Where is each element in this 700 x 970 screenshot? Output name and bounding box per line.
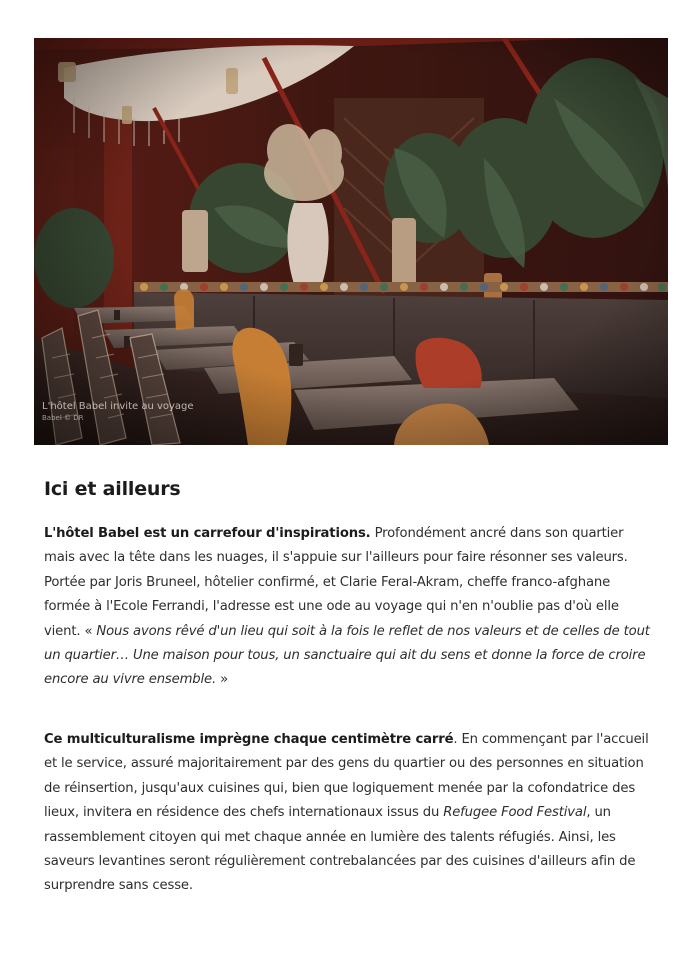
paragraph-1-lead: L'hôtel Babel est un carrefour d'inspirations. — [44, 526, 371, 541]
caption-credit: Babel © DR — [42, 413, 84, 422]
restaurant-illustration — [34, 38, 668, 445]
paragraph-1-body: Profondément ancré dans son quartier mais avec la tête dans les nuages, il s'appuie sur l'ailleurs pour faire résonner ses valeurs. Portée par Joris Bruneel, hôtelier confirmé, et Clarie Feral-Akram, cheffe franco-afghane formée à l'Ecole Ferrandi, l'adresse est une ode au voyage qui n'en n'oublie pas d'où elle vient. « — [44, 526, 628, 639]
festival-name: Refugee Food Festival — [443, 805, 587, 821]
paragraph-2-lead: Ce multiculturalisme imprègne chaque centimètre carré — [44, 732, 454, 747]
paragraph-2-body-1: . En commençant par l'accueil et le service, assuré majoritairement par des gens du quartier ou des personnes en situation de réinsertion, jusqu'aux cuisines qui, bien que logiquement menée par la cofondatrice des lieux, invitera en résidence des chefs internationaux issus du — [44, 732, 649, 821]
paragraph-2-body-2: , un rassemblement citoyen qui met chaque année en lumière des talents réfugiés. Ainsi, les saveurs levantines seront régulièrement contrebalancées par des cuisines d'ailleurs afin de surprendre sans cesse. — [44, 805, 636, 894]
paragraph-1 — [44, 522, 658, 693]
paragraph-1-quote-end: » — [216, 672, 229, 688]
hero-photo — [34, 38, 668, 445]
photo-caption — [42, 401, 194, 422]
caption-title: L'hôtel Babel invite au voyage — [42, 401, 194, 412]
paragraph-2 — [44, 728, 658, 899]
section-heading: Ici et ailleurs — [44, 478, 181, 500]
paragraph-1-quote: Nous avons rêvé d'un lieu qui soit à la fois le reflet de nos valeurs et de celles de tout un quartier… Une maison pour tous, un sanctuaire qui ait du sens et donne la force de croire encore au vivre ensemble. — [44, 623, 650, 688]
